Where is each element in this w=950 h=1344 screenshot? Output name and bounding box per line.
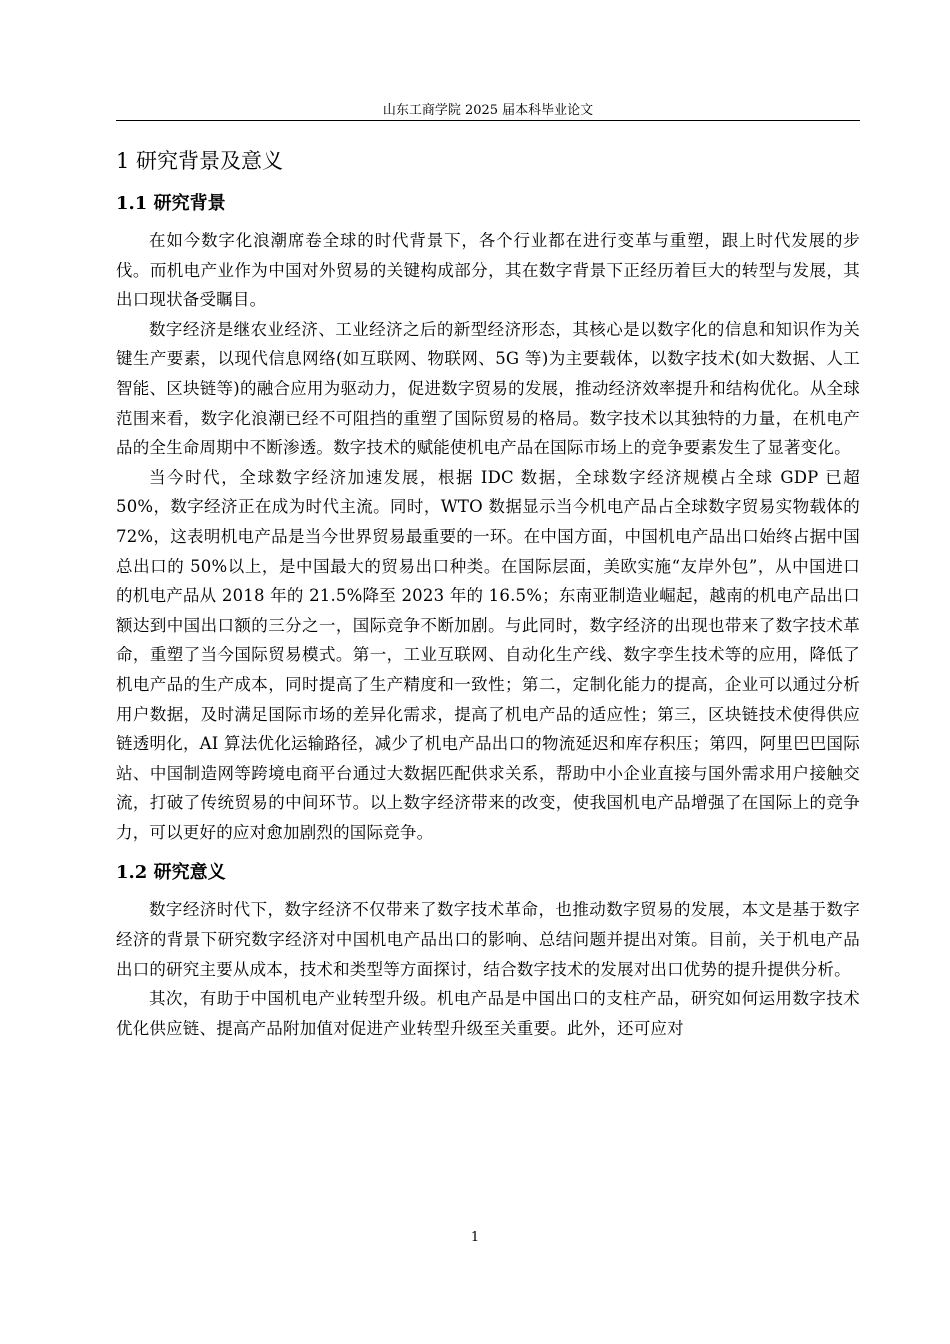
- section-heading-background: 1.1 研究背景: [116, 193, 226, 214]
- page-body: [116, 140, 860, 1043]
- chapter-title: 1 研究背景及意义: [116, 149, 284, 173]
- paragraph: 数字经济是继农业经济、工业经济之后的新型经济形态，其核心是以数字化的信息和知识作为关键生产要素，以现代信息网络(如互联网、物联网、5G 等)为主要载体，以数字技术(如大数据、人工智能、区块链等)的融合应用为驱动力，促进数字贸易的发展，推动经济效率提升和结构优化。从全球范围来看，数字化浪潮已经不可阻挡的重塑了国际贸易的格局。数字技术以其独特的力量，在机电产品的全生命周期中不断渗透。数字技术的赋能使机电产品在国际市场上的竞争要素发生了显著变化。: [116, 319, 860, 458]
- running-header: 山东工商学院 2025 届本科毕业论文: [382, 103, 594, 118]
- paragraph: 其次，有助于中国机电产业转型升级。机电产品是中国出口的支柱产品，研究如何运用数字技术优化供应链、提高产品附加值对促进产业转型升级至关重要。此外，还可应对: [116, 989, 860, 1038]
- paragraph: 在如今数字化浪潮席卷全球的时代背景下，各个行业都在进行变革与重塑，跟上时代发展的步伐。而机电产业作为中国对外贸易的关键构成部分，其在数字背景下正经历着巨大的转型与发展，其出口现状备受瞩目。: [116, 231, 860, 310]
- paragraph: 当今时代，全球数字经济加速发展，根据 IDC 数据，全球数字经济规模占全球 GDP 已超 50%，数字经济正在成为时代主流。同时，WTO 数据显示当今机电产品占全球数字贸易实物载体的 72%，这表明机电产品是当今世界贸易最重要的一环。在中国方面，中国机电产品出口始终占据中国总出口的 50%以上，是中国最大的贸易出口种类。在国际层面，美欧实施“友岸外包”，从中国进口的机电产品从 2018 年的 21.5%降至 2023 年的 16.5%；东南亚制造业崛起，越南的机电产品出口额达到中国出口额的三分之一，国际竞争不断加剧。与此同时，数字经济的出现也带来了数字技术革命，重塑了当今国际贸易模式。第一，工业互联网、自动化生产线、数字孪生技术等的应用，降低了机电产品的生产成本，同时提高了生产精度和一致性；第二，定制化能力的提高，企业可以通过分析用户数据，及时满足国际市场的差异化需求，提高了机电产品的适应性；第三，区块链技术使得供应链透明化，AI 算法优化运输路径，减少了机电产品出口的物流延迟和库存积压；第四，阿里巴巴国际站、中国制造网等跨境电商平台通过大数据匹配供求关系，帮助中小企业直接与国外需求用户接触交流，打破了传统贸易的中间环节。以上数字经济带来的改变，使我国机电产品增强了在国际上的竞争力，可以更好的应对愈加剧烈的国际竞争。: [116, 467, 860, 842]
- page-number: 1: [470, 1230, 480, 1245]
- section-heading-significance: 1.2 研究意义: [116, 862, 226, 884]
- paragraph: 数字经济时代下，数字经济不仅带来了数字技术革命，也推动数字贸易的发展，本文是基于数字经济的背景下研究数字经济对中国机电产品出口的影响、总结问题并提出对策。目前，关于机电产品出口的研究主要从成本，技术和类型等方面探讨，结合数字技术的发展对出口优势的提升提供分析。: [116, 900, 860, 979]
- header-rule: [116, 120, 860, 121]
